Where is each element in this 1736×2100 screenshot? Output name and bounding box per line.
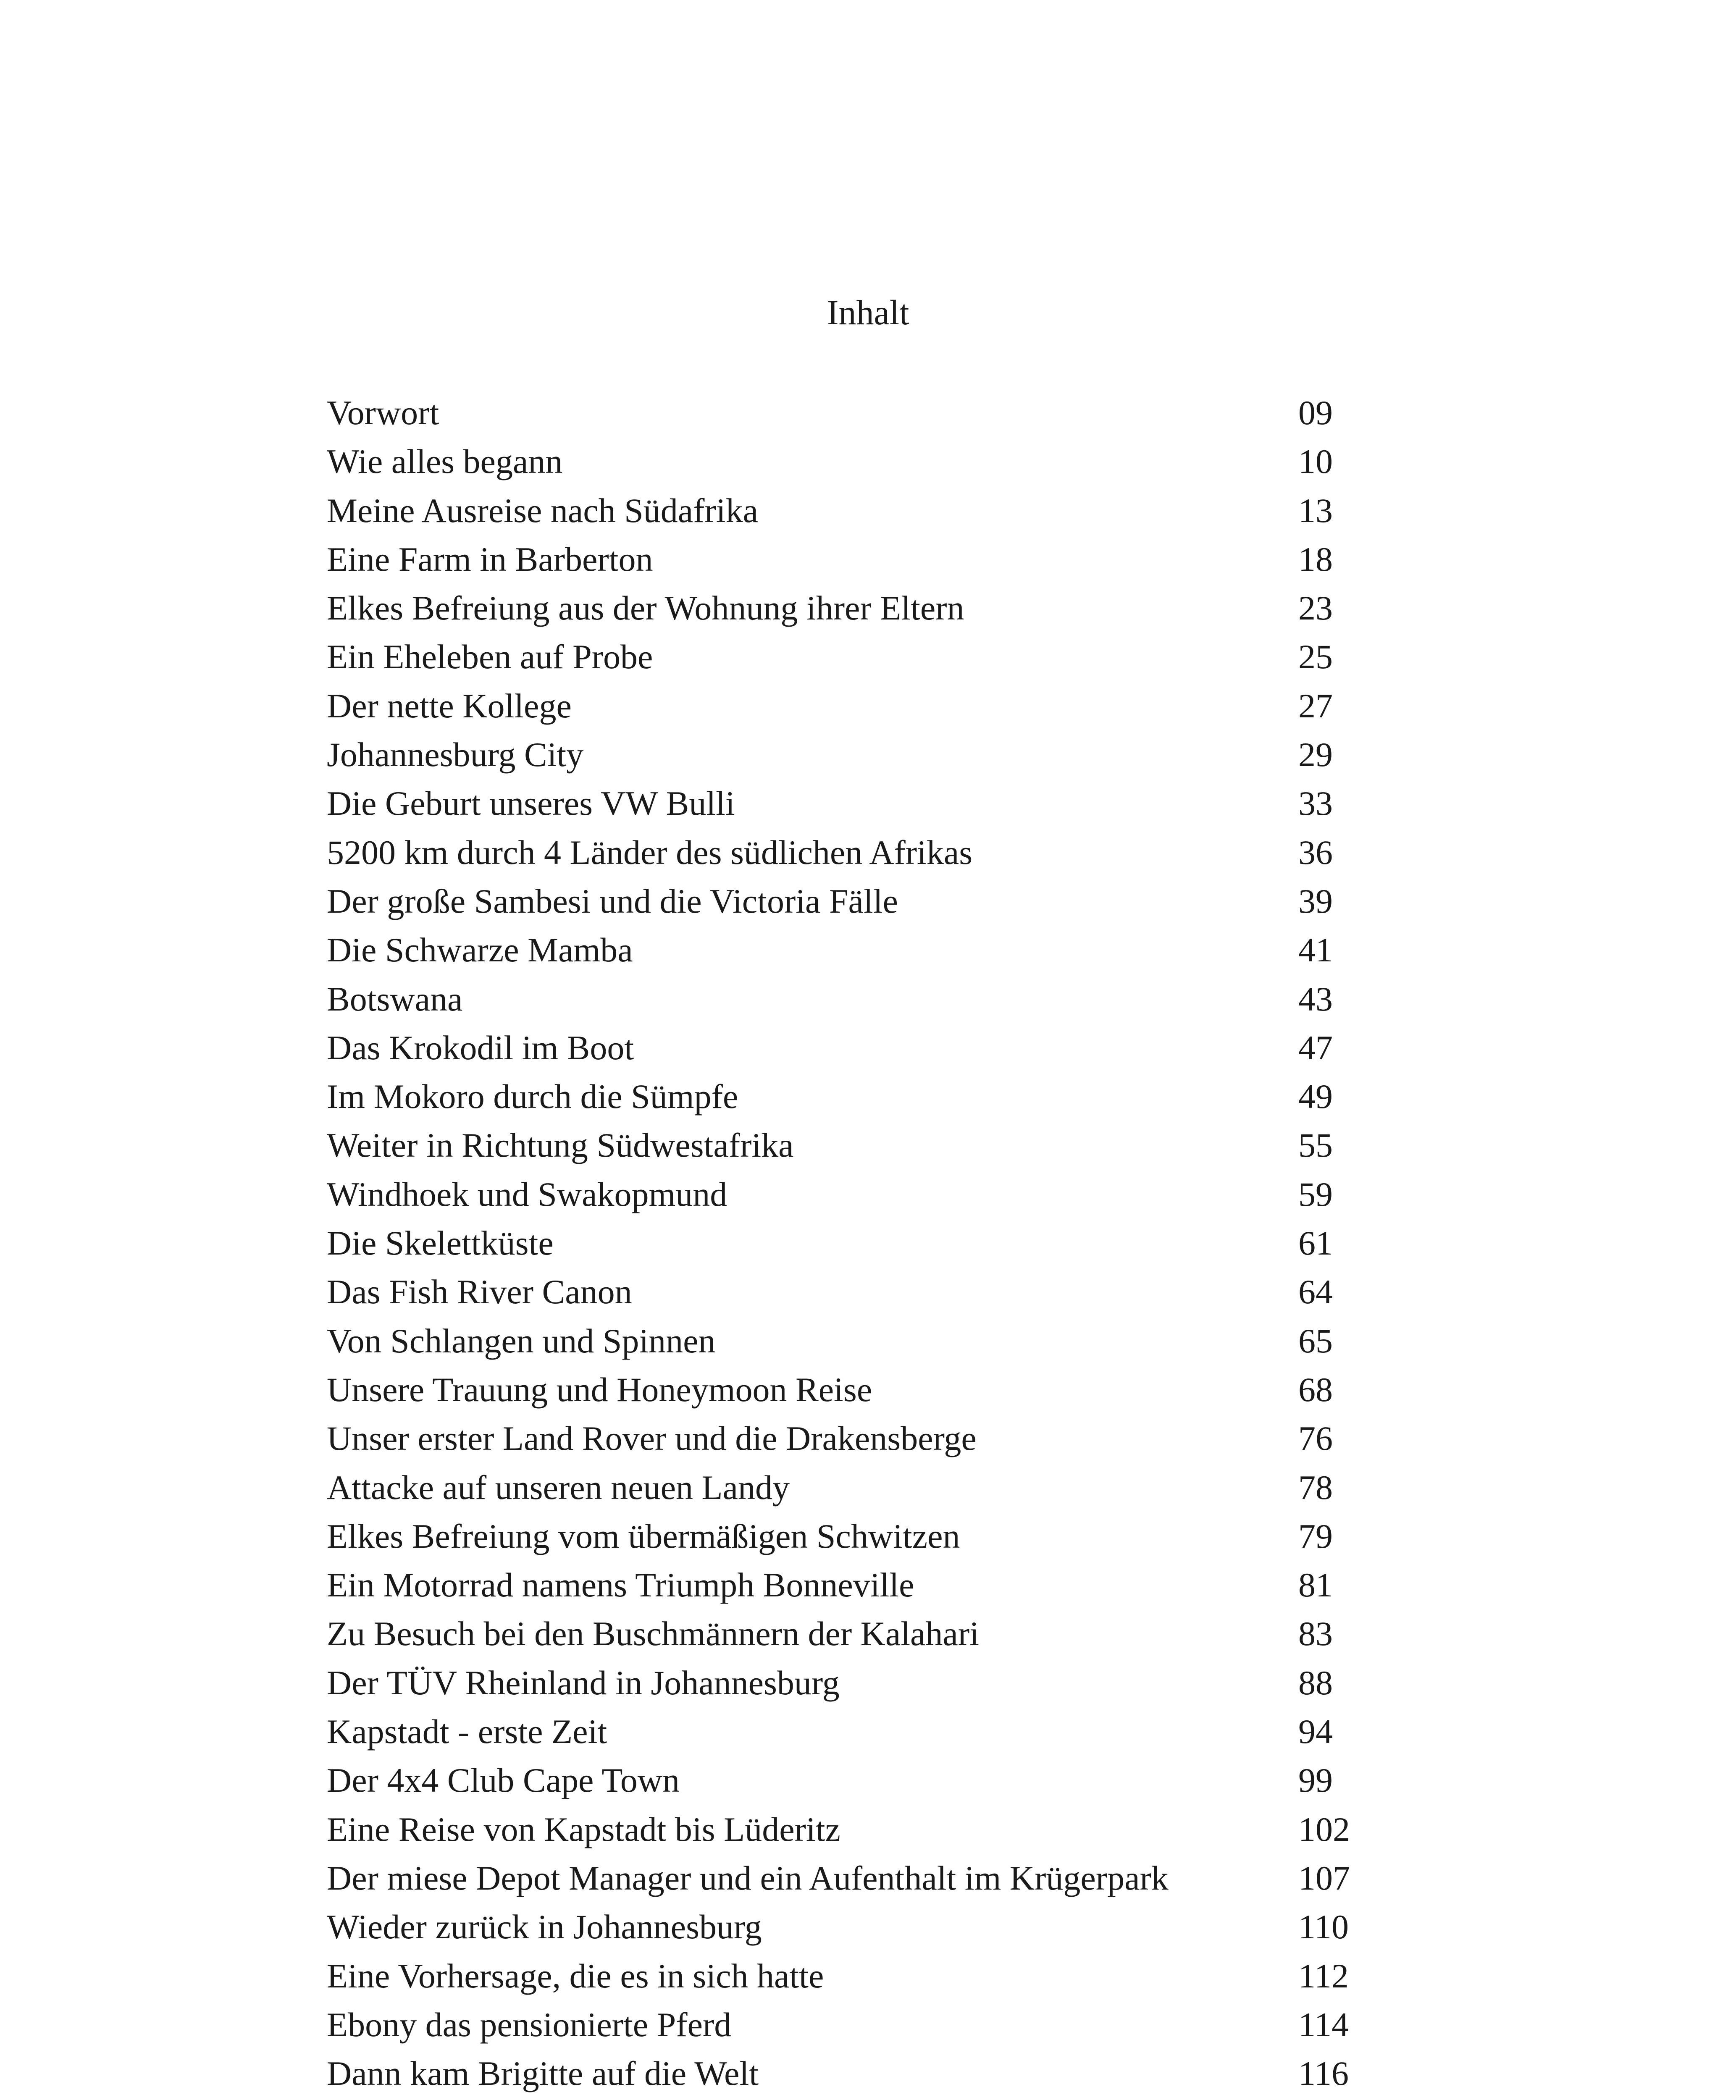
toc-entry-page-number: 41 <box>1298 931 1333 969</box>
toc-entry-row <box>327 1805 1368 1854</box>
toc-entry-label: Attacke auf unseren neuen Landy <box>327 1468 790 1507</box>
toc-entry-row <box>327 1219 1368 1268</box>
toc-entry-page-number: 61 <box>1298 1224 1333 1263</box>
toc-entry-row <box>327 779 1368 828</box>
toc-entry-label: Unser erster Land Rover und die Drakensberge <box>327 1419 977 1458</box>
toc-entry-page-number: 114 <box>1298 2005 1349 2044</box>
toc-entry-page-number: 83 <box>1298 1614 1333 1653</box>
toc-entry-label: Der große Sambesi und die Victoria Fälle <box>327 882 898 920</box>
toc-entry-label: Der TÜV Rheinland in Johannesburg <box>327 1663 840 1702</box>
toc-entry-label: Eine Reise von Kapstadt bis Lüderitz <box>327 1810 840 1848</box>
toc-entry-row <box>327 535 1368 584</box>
toc-entry-page-number: 59 <box>1298 1175 1333 1213</box>
toc-entry-row <box>327 2000 1368 2049</box>
toc-entry-label: Dann kam Brigitte auf die Welt <box>327 2054 759 2093</box>
toc-entry-label: Der nette Kollege <box>327 686 572 725</box>
toc-entry-label: Das Krokodil im Boot <box>327 1028 634 1067</box>
toc-entry-label: Eine Farm in Barberton <box>327 540 653 578</box>
toc-entry-row <box>327 1072 1368 1121</box>
toc-entry-label: Das Fish River Canon <box>327 1273 632 1311</box>
toc-entry-page-number: 88 <box>1298 1663 1333 1702</box>
toc-entry-row <box>327 486 1368 535</box>
toc-entry-page-number: 110 <box>1298 1908 1349 1946</box>
toc-entry-label: Weiter in Richtung Südwestafrika <box>327 1126 794 1165</box>
toc-entry-label: Der 4x4 Club Cape Town <box>327 1761 680 1800</box>
toc-entry-row <box>327 1463 1368 1512</box>
toc-entry-row <box>327 1854 1368 1903</box>
toc-entry-label: Botswana <box>327 979 463 1018</box>
toc-entry-label: Zu Besuch bei den Buschmännern der Kalahari <box>327 1614 979 1653</box>
toc-entry-label: Johannesburg City <box>327 735 584 774</box>
toc-entry-row <box>327 682 1368 730</box>
toc-entry-page-number: 10 <box>1298 442 1333 481</box>
toc-entry-row <box>327 1952 1368 2000</box>
toc-entry-page-number: 13 <box>1298 491 1333 530</box>
toc-entry-row <box>327 926 1368 974</box>
toc-entry-row <box>327 388 1368 437</box>
toc-entry-row <box>327 1561 1368 1609</box>
toc-entry-label: Ein Eheleben auf Probe <box>327 638 653 676</box>
toc-entry-page-number: 78 <box>1298 1468 1333 1507</box>
toc-entry-label: Im Mokoro durch die Sümpfe <box>327 1077 738 1116</box>
toc-entry-label: Die Schwarze Mamba <box>327 931 633 969</box>
toc-entry-label: Ein Motorrad namens Triumph Bonneville <box>327 1566 914 1604</box>
toc-entry-label: Wieder zurück in Johannesburg <box>327 1908 762 1946</box>
toc-entry-page-number: 36 <box>1298 833 1333 872</box>
toc-entry-row <box>327 584 1368 633</box>
toc-entry-label: Die Skelettküste <box>327 1224 554 1263</box>
toc-entry-page-number: 25 <box>1298 638 1333 676</box>
toc-title: Inhalt <box>827 293 909 332</box>
toc-entry-page-number: 49 <box>1298 1077 1333 1116</box>
toc-entry-page-number: 29 <box>1298 735 1333 774</box>
toc-entry-row <box>327 1659 1368 1707</box>
toc-entry-row <box>327 1414 1368 1463</box>
toc-entry-row <box>327 975 1368 1024</box>
toc-entry-row <box>327 1268 1368 1316</box>
toc-entry-row <box>327 1609 1368 1658</box>
toc-entry-row <box>327 1024 1368 1072</box>
toc-entry-row <box>327 730 1368 779</box>
toc-entry-page-number: 23 <box>1298 589 1333 627</box>
toc-entry-row <box>327 1707 1368 1756</box>
toc-entry-row <box>327 1365 1368 1414</box>
toc-entry-page-number: 09 <box>1298 394 1333 432</box>
toc-entry-page-number: 81 <box>1298 1566 1333 1604</box>
toc-entry-label: Der miese Depot Manager und ein Aufenthalt im Krügerpark <box>327 1858 1169 1897</box>
toc-entry-page-number: 112 <box>1298 1956 1349 1995</box>
toc-entry-page-number: 65 <box>1298 1321 1333 1360</box>
toc-entry-row <box>327 877 1368 926</box>
toc-entry-page-number: 55 <box>1298 1126 1333 1165</box>
toc-entry-page-number: 43 <box>1298 979 1333 1018</box>
toc-entry-label: Unsere Trauung und Honeymoon Reise <box>327 1370 872 1409</box>
toc-entry-label: Wie alles begann <box>327 442 563 481</box>
toc-entry-page-number: 116 <box>1298 2054 1349 2093</box>
toc-entry-page-number: 99 <box>1298 1761 1333 1800</box>
toc-entry-page-number: 102 <box>1298 1810 1350 1848</box>
toc-list <box>327 388 1368 2098</box>
toc-entry-row <box>327 828 1368 877</box>
toc-entry-row <box>327 1317 1368 1365</box>
toc-entry-label: 5200 km durch 4 Länder des südlichen Afrikas <box>327 833 973 872</box>
toc-entry-row <box>327 437 1368 486</box>
toc-entry-page-number: 33 <box>1298 784 1333 823</box>
toc-entry-page-number: 47 <box>1298 1028 1333 1067</box>
toc-entry-label: Die Geburt unseres VW Bulli <box>327 784 735 823</box>
toc-entry-label: Ebony das pensionierte Pferd <box>327 2005 732 2044</box>
toc-entry-label: Elkes Befreiung vom übermäßigen Schwitzen <box>327 1517 960 1555</box>
toc-entry-row <box>327 1121 1368 1170</box>
toc-entry-row <box>327 1170 1368 1219</box>
toc-entry-page-number: 39 <box>1298 882 1333 920</box>
toc-entry-row <box>327 1903 1368 1951</box>
toc-entry-page-number: 64 <box>1298 1273 1333 1311</box>
toc-entry-label: Kapstadt - erste Zeit <box>327 1712 607 1751</box>
toc-entry-row <box>327 1756 1368 1805</box>
toc-entry-page-number: 27 <box>1298 686 1333 725</box>
toc-entry-label: Elkes Befreiung aus der Wohnung ihrer Eltern <box>327 589 964 627</box>
toc-entry-label: Von Schlangen und Spinnen <box>327 1321 716 1360</box>
toc-entry-label: Eine Vorhersage, die es in sich hatte <box>327 1956 824 1995</box>
toc-entry-page-number: 79 <box>1298 1517 1333 1555</box>
toc-entry-row <box>327 633 1368 681</box>
toc-entry-page-number: 18 <box>1298 540 1333 578</box>
toc-entry-page-number: 107 <box>1298 1858 1350 1897</box>
toc-entry-page-number: 94 <box>1298 1712 1333 1751</box>
toc-entry-label: Vorwort <box>327 394 439 432</box>
toc-entry-label: Meine Ausreise nach Südafrika <box>327 491 758 530</box>
toc-entry-row <box>327 2049 1368 2098</box>
toc-entry-label: Windhoek und Swakopmund <box>327 1175 727 1213</box>
toc-entry-page-number: 68 <box>1298 1370 1333 1409</box>
toc-entry-row <box>327 1512 1368 1561</box>
toc-entry-page-number: 76 <box>1298 1419 1333 1458</box>
